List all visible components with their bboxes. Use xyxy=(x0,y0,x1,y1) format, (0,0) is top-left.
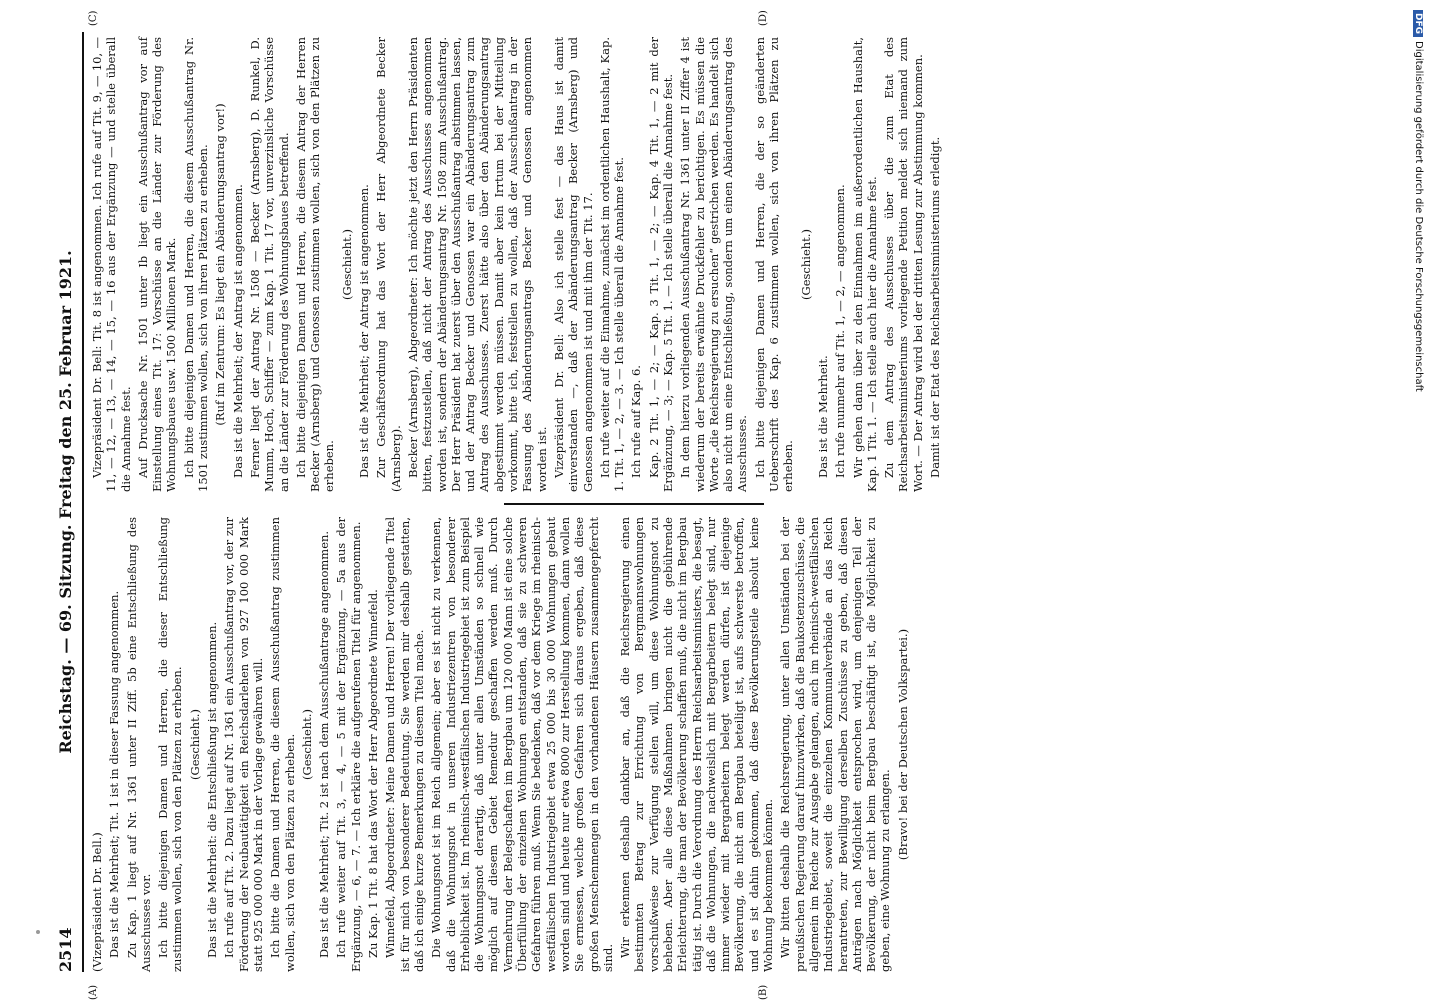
paragraph: Auf Drucksache Nr. 1501 unter Ib liegt ein Ausschußantrag vor auf Einstellung eines Tit. 17: Vorschüsse an die Länder zur Förderung des Wohnungsbaues usw. 1500 Millionen Mark. xyxy=(135,37,179,492)
paragraph: (Geschieht.) xyxy=(798,229,813,300)
paragraph: Das ist die Mehrheit; der Antrag ist angenommen. xyxy=(230,184,245,478)
digitization-credit xyxy=(1410,10,1424,610)
paragraph: Ich bitte diejenigen Damen und Herren, die diesem Ausschußantrag Nr. 1501 zustimmen wollen, sich von ihren Plätzen zu erheben. xyxy=(181,37,211,492)
paragraph: (Vizepräsident Dr. Bell.) xyxy=(90,832,104,972)
paragraph: Das ist die Mehrheit; Tit. 2 ist nach dem Ausschußantrage angenommen. xyxy=(317,530,332,958)
paragraph: Das ist die Mehrheit; Tit. 1 ist in dieser Fassung angenommen. xyxy=(107,590,122,958)
paragraph: Ferner liegt der Antrag Nr. 1508 — Becker (Arnsberg), D. Runkel, D. Mumm, Hoch, Schiffer — zum Kap. 1 Tit. 17 vor, unverzinsliche Vorschüsse an die Länder zur Förderung des Wohnungsbaues betreffend. xyxy=(247,37,291,492)
paragraph: Ich rufe weiter auf Tit. 3, — 4, — 5 mit der Ergänzung, — 5a aus der Ergänzung, — 6, — 7. — Ich erkläre die aufgerufenen Titel für angenommen. xyxy=(334,517,363,972)
paragraph: Das ist die Mehrheit: die Entschließung ist angenommen. xyxy=(205,621,220,958)
paragraph: Ich rufe nunmehr auf Tit. 1, — 2, — angenommen. xyxy=(833,184,848,478)
paragraph: Vizepräsident Dr. Bell: Also ich stelle fest — das Haus ist damit einverstanden —, daß der Abänderungsantrag Becker (Arnsberg) und Genossen angenommen ist und mit ihm der Tit. 17. xyxy=(551,37,595,492)
paragraph: Ich bitte die Damen und Herren, die diesem Ausschußantrag zustimmen wollen, sich von den Plätzen zu erheben. xyxy=(268,517,297,972)
margin-mark-d: (D) xyxy=(758,10,769,26)
right-column xyxy=(90,37,945,492)
paragraph: Ich bitte diejenigen Damen und Herren, die der so geänderten Ueberschrift des Kap. 6 zustimmen wollen, sich von ihren Plätzen zu erheben. xyxy=(752,37,796,492)
paragraph: Ich rufe weiter auf die Einnahme, zunächst im ordentlichen Haushalt, Kap. 1. Tit. 1, — 2, — 3. — Ich stelle überall die Annahme fest. xyxy=(597,37,627,492)
paragraph: Die Wohnungsnot ist im Reich allgemein; aber es ist nicht zu verkennen, daß die Wohnungsnot in unseren Industriezentren von besonderer Erheblichkeit ist. Im rheinisch-westfälischen Industriegebiet ist zum Beispiel die Wohnungsnot derartig, daß unter allen Umständen so schnell wie möglich auf diesem Gebiet Remedur geschaffen werden muß. Durch Vermehrung der Belegschaften im Bergbau um 120 000 Mann ist eine solche Überfüllung der einzelnen Wohnungen entstanden, daß sie zu schweren Gefahren führen muß. Wenn Sie bedenken, daß vor dem Kriege im rheinisch-westfälischen Industriegebiet etwa 25 000 bis 30 000 Wohnungen gebaut worden sind und heute nur etwa 8000 zur Herstellung kommen, dann wollen Sie ermessen, welche großen Gefahren sich daraus ergeben, daß diese großen Menschenmengen in den vorhandenen Häusern zusammengepfercht sind. xyxy=(429,517,615,972)
paragraph: Kap. 2 Tit. 1, — 2; — Kap. 3 Tit. 1, — 2; — Kap. 4 Tit. 1, — 2 mit der Ergänzung, — 3; — Kap. 5 Tit. 1. — Ich stelle überall die Annahme fest. xyxy=(646,37,675,492)
paragraph: (Ruf im Zentrum: Es liegt ein Abänderungsantrag vor!) xyxy=(213,103,228,426)
margin-mark-a: (A) xyxy=(88,984,99,1000)
page-number: 2514 xyxy=(56,927,75,972)
column-divider xyxy=(504,504,764,506)
paragraph: Vizepräsident Dr. Bell: Tit. 8 ist angenommen. Ich rufe auf Tit. 9, — 10, — 11, — 12, — 13, — 14, — 15, — 16 aus der Ergänzung — und stelle überall die Annahme fest. xyxy=(90,37,133,492)
paragraph: (Geschieht.) xyxy=(187,709,202,780)
paragraph: Zu Kap. 1 Tit. 8 hat das Wort der Herr Abgeordnete Winnefeld. xyxy=(366,589,381,958)
left-column xyxy=(90,517,913,972)
paragraph: Wir erkennen deshalb dankbar an, daß die Reichsregierung einen bestimmten Betrag zur Errichtung von Bergmannswohnungen vorschußweise zur Verfügung stellen will, um diese Wohnungsnot zu beheben. Aber alle diese Maßnahmen bringen nicht die gebührende Erleichterung, die man der Bevölkerung schaffen muß, die nicht im Bergbau tätig ist. Durch die Verordnung des Herrn Reichsarbeitsministers, die besagt, daß die Wohnungen, die nachweislich mit Bergarbeitern belegt sind, nur immer wieder mit Bergarbeitern belegt werden dürfen, ist diejenige Bevölkerung, die nicht am Bergbau beteiligt ist, aufs schwerste betroffen, und es ist dahin gekommen, daß diese Bevölkerungsteile absolut keine Wohnung bekommen können. xyxy=(618,517,776,972)
paragraph: Ich rufe auf Kap. 6. xyxy=(629,365,644,478)
paragraph: Wir bitten deshalb die Reichsregierung, unter allen Umständen bei der preußischen Regierung darauf hinzuwirken, daß die Baukostenzuschüsse, die allgemein im Reiche zur Ausgabe gelangen, auch im rheinisch-westfälischen Industriegebiet, soweit die einzelnen Kommunalverbände an das Reich herantreten, zur Bewilligung derselben Zuschüsse zu geben, daß diesen Anträgen nach Möglichkeit entsprochen wird, um denjenigen Teil der Bevölkerung, der nicht beim Bergbau beschäftigt ist, die Möglichkeit zu geben, eine Wohnung zu erlangen. xyxy=(778,517,893,972)
paragraph: (Bravo! bei der Deutschen Volkspartei.) xyxy=(895,628,910,861)
paragraph: Winnefeld, Abgeordneter: Meine Damen und Herren! Der vorliegende Titel ist für mich von besonderer Bedeutung. Sie werden mir deshalb gestatten, daß ich einige kurze Bemerkungen zu diesem Titel mache. xyxy=(383,517,426,972)
paragraph: Becker (Arnsberg), Abgeordneter: Ich möchte jetzt den Herrn Präsidenten bitten, festzustellen, daß nicht der Antrag des Ausschusses angenommen worden ist, sondern der Abänderungsantrag Nr. 1508 zum Ausschußantrag. Der Herr Präsident hat zuerst über den Ausschußantrag abstimmen lassen, und der Antrag Becker und Genossen war ein Abänderungsantrag zum Antrag des Ausschusses. Zuerst hätte also über den Abänderungsantrag abgestimmt werden müssen. Damit aber kein Irrtum bei der Mitteilung vorkommt, bitte ich, feststellen zu wollen, daß der Ausschußantrag in der Fassung des Abänderungsantrags Becker und Genossen angenommen worden ist. xyxy=(405,37,549,492)
paragraph: (Geschieht.) xyxy=(339,229,354,300)
paragraph: Zur Geschäftsordnung hat das Wort der Herr Abgeordnete Becker (Arnsberg). xyxy=(374,37,403,492)
paragraph: Zu dem Antrag des Ausschusses über die zum Etat des Reichsarbeitsministeriums vorliegende Petition meldet sich niemand zum Wort. — Der Antrag wird bei der dritten Lesung zur Abstimmung kommen. xyxy=(882,37,925,492)
credit-text: Digitalisierung gefördert durch die Deutsche Forschungsgemeinschaft xyxy=(1413,41,1424,392)
paragraph: Ich bitte diejenigen Damen und Herren, die dieser Entschließung zustimmen wollen, sich von den Plätzen zu erheben. xyxy=(156,517,185,972)
paragraph: Das ist die Mehrheit; der Antrag ist angenommen. xyxy=(357,184,372,478)
page-header xyxy=(52,32,86,972)
paragraph: Damit ist der Etat des Reichsarbeitsministeriums erledigt. xyxy=(928,136,943,478)
page-title: Reichstag. — 69. Sitzung. Freitag den 25. Februar 1921. xyxy=(56,250,75,754)
paragraph: Wir gehen dann über zu den Einnahmen im außerordentlichen Haushalt, Kap. 1 Tit. 1. — Ich stelle auch hier die Annahme fest. xyxy=(850,37,879,492)
header-rule xyxy=(82,32,84,972)
paragraph: Ich bitte diejenigen Damen und Herren, die diesem Antrag der Herren Becker (Arnsberg) und Genossen zustimmen wollen, sich von den Plätzen zu erheben. xyxy=(293,37,337,492)
scan-speck xyxy=(36,930,40,934)
paragraph: Zu Kap. 1 liegt auf Nr. 1361 unter II Ziff. 5b eine Entschließung des Ausschusses vor. xyxy=(124,517,153,972)
paragraph: (Geschieht.) xyxy=(299,709,314,780)
margin-mark-c: (C) xyxy=(88,10,99,26)
document-page xyxy=(52,10,1382,1000)
paragraph: Ich rufe auf Tit. 2. Dazu liegt auf Nr. 1361 ein Ausschußantrag vor, der zur Förderung der Neubautätigkeit ein Reichsdarlehen von 927 100 000 Mark statt 925 000 000 Mark in der Vorlage gewähren will. xyxy=(222,517,265,972)
dfg-logo: DFG xyxy=(1413,10,1423,37)
margin-mark-b: (B) xyxy=(758,984,769,1000)
paragraph: In dem hierzu vorliegenden Ausschußantrag Nr. 1361 unter II Ziffer 4 ist wiederum der bereits erwähnte Druckfehler zu berichtigen. Es müssen die Worte „die Reichsregierung zu ersuchen“ gestrichen werden. Es handelt sich also nicht um eine Entschließung, sondern um einen Abänderungsantrag des Ausschusses. xyxy=(678,37,750,492)
paragraph: Das ist die Mehrheit. xyxy=(815,355,830,478)
